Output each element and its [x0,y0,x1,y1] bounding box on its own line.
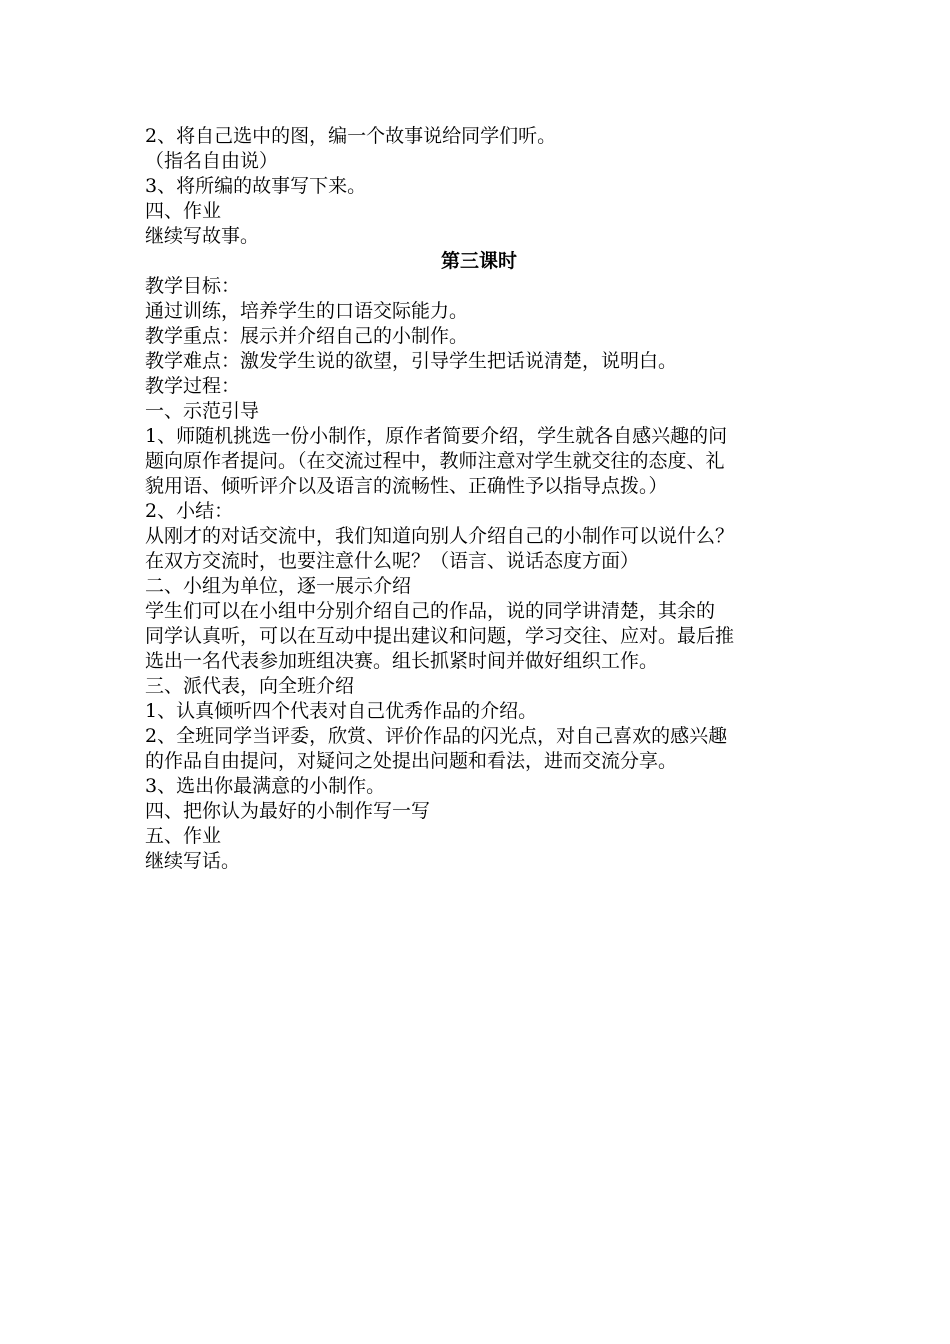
text-line: 继续写故事。 [145,225,260,247]
step1-item2-label: 2、小结： [145,500,234,522]
goal-label: 教学目标： [145,275,241,297]
step5-heading: 五、作业 [145,825,222,847]
focus-text: 教学重点：展示并介绍自己的小制作。 [145,325,469,347]
section-title: 第三课时 [440,250,517,272]
step3-heading: 三、派代表，向全班介绍 [145,675,355,697]
step4-heading: 四、把你认为最好的小制作写一写 [145,800,431,822]
step3-item2-line: 的作品自由提问，对疑问之处提出问题和看法，进而交流分享。 [145,750,678,772]
section-heading: 四、作业 [145,200,222,222]
step1-heading: 一、示范引导 [145,400,260,422]
step2-line: 同学认真听，可以在互动中提出建议和问题，学习交往、应对。最后推 [145,625,735,647]
step2-heading: 二、小组为单位，逐一展示介绍 [145,575,412,597]
step1-item2-line: 从刚才的对话交流中，我们知道向别人介绍自己的小制作可以说什么？ [145,525,735,547]
document-page [145,124,813,874]
text-line: 2、将自己选中的图，编一个故事说给同学们听。 [145,125,557,147]
step5-text: 继续写话。 [145,850,241,872]
difficulty-text: 教学难点：激发学生说的欲望，引导学生把话说清楚，说明白。 [145,350,678,372]
text-line: （指名自由说） [145,150,279,172]
step2-line: 选出一名代表参加班组决赛。组长抓紧时间并做好组织工作。 [145,650,659,672]
step3-item2-line: 2、全班同学当评委，欣赏、评价作品的闪光点，对自己喜欢的感兴趣 [145,725,728,747]
step3-item3: 3、选出你最满意的小制作。 [145,775,386,797]
goal-text: 通过训练，培养学生的口语交际能力。 [145,300,469,322]
step1-item1-line: 题向原作者提问。（在交流过程中，教师注意对学生就交往的态度、礼 [145,450,725,472]
process-label: 教学过程： [145,375,241,397]
step1-item2-line: 在双方交流时，也要注意什么呢？（语言、说话态度方面） [145,550,640,572]
step1-item1-line: 1、师随机挑选一份小制作，原作者简要介绍，学生就各自感兴趣的问 [145,425,728,447]
text-line: 3、将所编的故事写下来。 [145,175,367,197]
step3-item1: 1、认真倾听四个代表对自己优秀作品的介绍。 [145,700,538,722]
step2-line: 学生们可以在小组中分别介绍自己的作品，说的同学讲清楚，其余的 [145,600,716,622]
step1-item1-line: 貌用语、倾听评介以及语言的流畅性、正确性予以指导点拨。） [145,475,668,497]
